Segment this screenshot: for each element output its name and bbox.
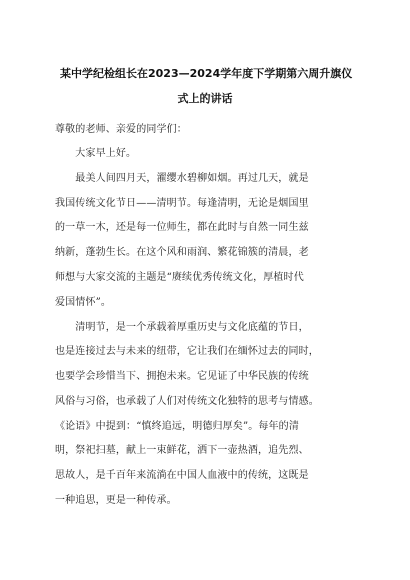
document-title-line-2: 式上的讲话 [177,92,233,105]
paragraph-line: 的一草一木，还是每一位师生，都在此时与自然一同生兹 [55,222,309,233]
paragraph-line: 也是连接过去与未来的纽带，它让我们在缅怀过去的同时， [55,346,319,357]
paragraph-line: 也要学会珍惜当下、拥抱未来。它见证了中华民族的传统 [55,371,309,382]
greeting: 大家早上好。 [55,148,137,159]
paragraph-line: 清明节，是一个承载着厚重历史与文化底蕴的节日， [55,322,309,333]
paragraph-line: 爱国情怀”。 [55,297,112,308]
document-title-line-1: 某中学纪检组长在2023—2024学年度下学期第六周升旗仪 [60,67,353,80]
paragraph-line: 师想与大家交流的主题是“赓续优秀传统文化，厚植时代 [55,272,304,283]
paragraph-line: 思故人，是千百年来流淌在中国人血液中的传统，这既是 [55,470,309,481]
paragraph-line: 最美人间四月天，濯缨水碧柳如烟。再过几天，就是 [55,173,309,184]
paragraph-line: 我国传统文化节日——清明节。每逢清明，无论是烟国里 [55,198,309,209]
paragraph-line: 《论语》中提到：“慎终追远，明德归厚矣”。每年的清 [55,421,299,432]
paragraph-line: 明，祭祀扫墓，献上一束鲜花，洒下一壶热酒，追先烈、 [55,445,309,456]
paragraph-line: 一种追思，更是一种传承。 [55,495,177,506]
salutation: 尊敬的老师、亲爱的同学们： [55,124,187,135]
paragraph-line: 风俗与习俗，也承载了人们对传统文化独特的思考与情感。 [55,396,319,407]
paragraph-line: 纳新，蓬勃生长。在这个风和雨润、繁花锦簇的清晨，老 [55,247,309,258]
